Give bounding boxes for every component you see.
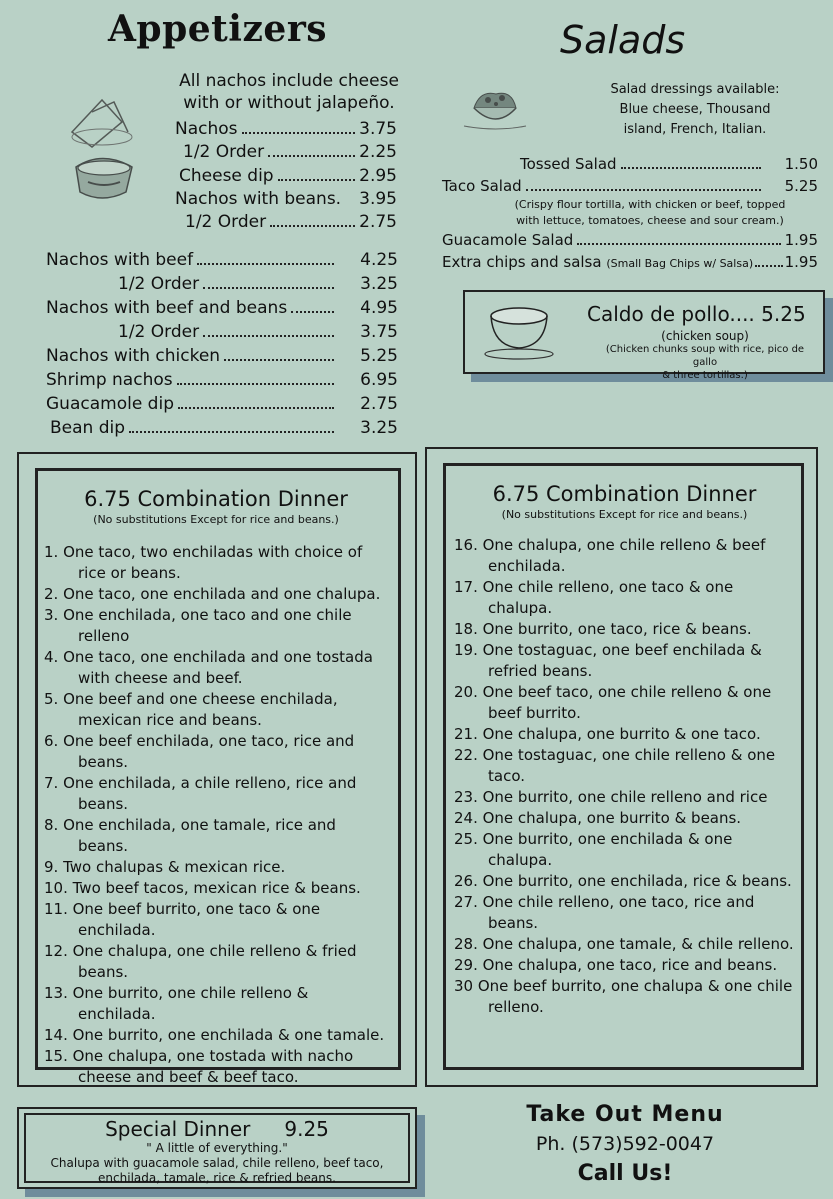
list-item: 25. One burrito, one enchilada & one chalupa.	[454, 830, 733, 869]
menu-item	[442, 229, 818, 251]
special-dinner-title	[26, 1117, 408, 1141]
list-item: 10. Two beef tacos, mexican rice & beans.	[44, 879, 361, 897]
item-price: 4.25	[360, 250, 398, 270]
special-dinner-box	[17, 1107, 417, 1189]
list-item: 13. One burrito, one chile relleno & enchilada.	[44, 984, 309, 1023]
menu-item	[442, 175, 818, 197]
caldo-de-pollo-box	[463, 290, 825, 381]
caldo-subtitle: (chicken soup)	[661, 329, 749, 343]
item-name: Shrimp nachos	[46, 370, 173, 390]
item-price: 2.95	[359, 165, 397, 186]
list-item: 28. One chalupa, one tamale, & chile relleno.	[454, 935, 794, 953]
item-name: 1/2 Order	[183, 142, 265, 163]
salad-dressings-note	[600, 80, 790, 140]
combination-dinner-box-left	[17, 452, 417, 1087]
list-item: 17. One chile relleno, one taco & one chalupa.	[454, 578, 734, 617]
combo-subtitle: (No substitutions Except for rice and beans.)	[93, 513, 339, 526]
item-price: 3.25	[360, 418, 398, 438]
phone-number: Ph. (573)592-0047	[535, 1133, 715, 1155]
appetizer-list-more	[46, 248, 398, 440]
list-item: 8. One enchilada, one tamale, rice and beans.	[44, 816, 336, 855]
item-name: Extra chips and salsa	[442, 253, 602, 271]
caldo-description	[595, 330, 815, 382]
item-price: 4.95	[360, 298, 398, 318]
combo-list	[42, 542, 390, 1088]
dot-leader	[197, 263, 334, 265]
desc-line: Chalupa with guacamole salad, chile relleno, beef taco,	[50, 1156, 384, 1170]
list-item: 15. One chalupa, one tostada with nacho cheese and beef & beef taco.	[44, 1047, 354, 1086]
list-item: 27. One chile relleno, one taco, rice and beans.	[454, 893, 755, 932]
dot-leader	[178, 407, 334, 409]
list-item: 4. One taco, one enchilada and one tostada with cheese and beef.	[44, 648, 373, 687]
dot-leader	[270, 225, 355, 227]
item-name: 1/2 Order	[185, 212, 267, 233]
item-name: Guacamole Salad	[442, 231, 574, 249]
list-item: 1. One taco, two enchiladas with choice of rice or beans.	[44, 543, 363, 582]
special-dinner-name: Special Dinner	[105, 1117, 251, 1141]
list-item: 2. One taco, one enchilada and one chalupa.	[44, 585, 381, 603]
item-name: 1/2 Order	[118, 322, 200, 342]
menu-item	[46, 248, 398, 272]
list-item: 23. One burrito, one chile relleno and rice	[454, 788, 768, 806]
menu-item	[175, 165, 397, 188]
nachos-note-line: with or without jalapeño.	[183, 93, 395, 113]
list-item: 3. One enchilada, one taco and one chile relleno	[44, 606, 352, 645]
take-out-info	[500, 1102, 750, 1186]
menu-item	[175, 188, 397, 211]
list-item: 16. One chalupa, one chile relleno & beef enchilada.	[454, 536, 766, 575]
item-name: 1/2 Order	[118, 274, 200, 294]
dot-leader	[242, 132, 356, 134]
menu-item	[46, 416, 398, 440]
list-item: 19. One tostaguac, one beef enchilada & refried beans.	[454, 641, 762, 680]
list-item: 26. One burrito, one enchilada, rice & beans.	[454, 872, 792, 890]
item-price: 3.95	[359, 188, 397, 209]
item-price: 1.50	[784, 155, 818, 173]
menu-item	[46, 344, 398, 368]
nachos-illustration-icon	[62, 92, 140, 212]
caldo-title: Caldo de pollo.... 5.25	[587, 302, 806, 326]
salads-heading: Salads	[560, 18, 686, 62]
menu-item	[442, 153, 818, 175]
combination-dinner-inner-frame	[35, 468, 401, 1086]
combo-list	[454, 535, 795, 1018]
special-dinner-tagline: " A little of everything."	[146, 1141, 288, 1155]
salad-bowl-illustration-icon	[460, 86, 530, 134]
menu-item	[175, 211, 397, 234]
special-dinner-inner-frame	[24, 1113, 410, 1183]
list-item: 22. One tostaguac, one chile relleno & one taco.	[454, 746, 776, 785]
appetizer-list-nachos	[175, 118, 397, 234]
list-item: 9. Two chalupas & mexican rice.	[44, 858, 286, 876]
item-name: Taco Salad	[442, 177, 522, 195]
salad-note-line: Salad dressings available:	[610, 82, 780, 97]
desc-line: (Crispy flour tortilla, with chicken or beef, topped	[514, 198, 786, 211]
item-price: 3.75	[360, 322, 398, 342]
list-item: 14. One burrito, one enchilada & one tamale.	[44, 1026, 385, 1044]
take-out-title: Take Out Menu	[526, 1102, 724, 1127]
dot-leader	[278, 179, 356, 181]
dot-leader	[203, 335, 334, 337]
menu-item	[46, 272, 398, 296]
item-price: 6.95	[360, 370, 398, 390]
dot-leader	[526, 189, 761, 191]
menu-item	[46, 368, 398, 392]
item-name: Bean dip	[50, 418, 126, 438]
menu-item	[175, 141, 397, 164]
desc-line: enchilada, tamale, rice & refried beans.	[98, 1171, 336, 1185]
dot-leader	[129, 431, 334, 433]
salad-list	[442, 153, 818, 275]
combo-title: 6.75 Combination Dinner	[84, 487, 348, 511]
combo-subtitle: (No substitutions Except for rice and beans.)	[501, 508, 748, 521]
item-price: 2.75	[360, 394, 398, 414]
taco-salad-description	[442, 197, 818, 229]
list-item: 5. One beef and one cheese enchilada, mexican rice and beans.	[44, 690, 338, 729]
item-name: Nachos	[175, 119, 238, 139]
list-item: 7. One enchilada, a chile relleno, rice and beans.	[44, 774, 357, 813]
list-item: 12. One chalupa, one chile relleno & fried beans.	[44, 942, 357, 981]
list-item: 18. One burrito, one taco, rice & beans.	[454, 620, 752, 638]
item-name: Nachos with beef and beans	[46, 298, 288, 318]
salad-note-line: island, French, Italian.	[623, 122, 767, 137]
menu-item	[175, 118, 397, 141]
combo-title: 6.75 Combination Dinner	[492, 482, 757, 506]
item-price: 2.25	[359, 142, 397, 163]
item-name: Cheese dip	[179, 165, 274, 186]
item-price: 2.75	[359, 212, 397, 233]
desc-line: (Chicken chunks soup with rice, pico de gallo	[605, 344, 805, 368]
dot-leader	[177, 383, 335, 385]
item-note: (Small Bag Chips w/ Salsa)	[606, 257, 754, 270]
desc-line: with lettuce, tomatoes, cheese and sour cream.)	[516, 214, 784, 227]
item-price: 5.25	[360, 346, 398, 366]
item-price: 3.25	[360, 274, 398, 294]
list-item: 29. One chalupa, one taco, rice and beans.	[454, 956, 778, 974]
item-price: 5.25	[784, 177, 818, 195]
item-price: 1.95	[784, 231, 818, 249]
list-item: 11. One beef burrito, one taco & one enchilada.	[44, 900, 321, 939]
item-name: Guacamole dip	[46, 394, 174, 414]
special-dinner-price: 9.25	[284, 1117, 329, 1141]
salad-note-line: Blue cheese, Thousand	[619, 102, 771, 117]
desc-line: & three tortillas.)	[662, 370, 748, 381]
list-item: 30 One beef burrito, one chalupa & one chile relleno.	[454, 977, 793, 1016]
dot-leader	[577, 243, 780, 245]
list-item: 24. One chalupa, one burrito & beans.	[454, 809, 742, 827]
list-item: 6. One beef enchilada, one taco, rice and beans.	[44, 732, 355, 771]
menu-item	[46, 392, 398, 416]
list-item: 20. One beef taco, one chile relleno & one beef burrito.	[454, 683, 772, 722]
dot-leader	[203, 287, 334, 289]
item-name: Nachos with beef	[46, 250, 194, 270]
item-price: 3.75	[359, 119, 397, 139]
dot-leader	[224, 359, 334, 361]
item-name: Nachos with chicken	[46, 346, 221, 366]
combination-dinner-inner-frame	[443, 463, 804, 1070]
list-item: 21. One chalupa, one burrito & one taco.	[454, 725, 761, 743]
menu-item	[46, 296, 398, 320]
appetizers-heading: Appetizers	[108, 8, 328, 50]
item-price: 1.95	[784, 253, 818, 271]
dot-leader	[621, 167, 761, 169]
dot-leader	[755, 265, 782, 267]
dot-leader	[268, 155, 355, 157]
dot-leader	[291, 311, 334, 313]
combination-dinner-box-right	[425, 447, 818, 1087]
nachos-note	[174, 70, 404, 114]
menu-item	[46, 320, 398, 344]
menu-item	[442, 251, 818, 275]
item-name: Nachos with beans.	[175, 188, 342, 209]
call-us-text: Call Us!	[577, 1161, 673, 1186]
nachos-note-line: All nachos include cheese	[179, 71, 399, 91]
item-name: Tossed Salad	[520, 155, 617, 173]
soup-bowl-icon	[479, 298, 559, 362]
